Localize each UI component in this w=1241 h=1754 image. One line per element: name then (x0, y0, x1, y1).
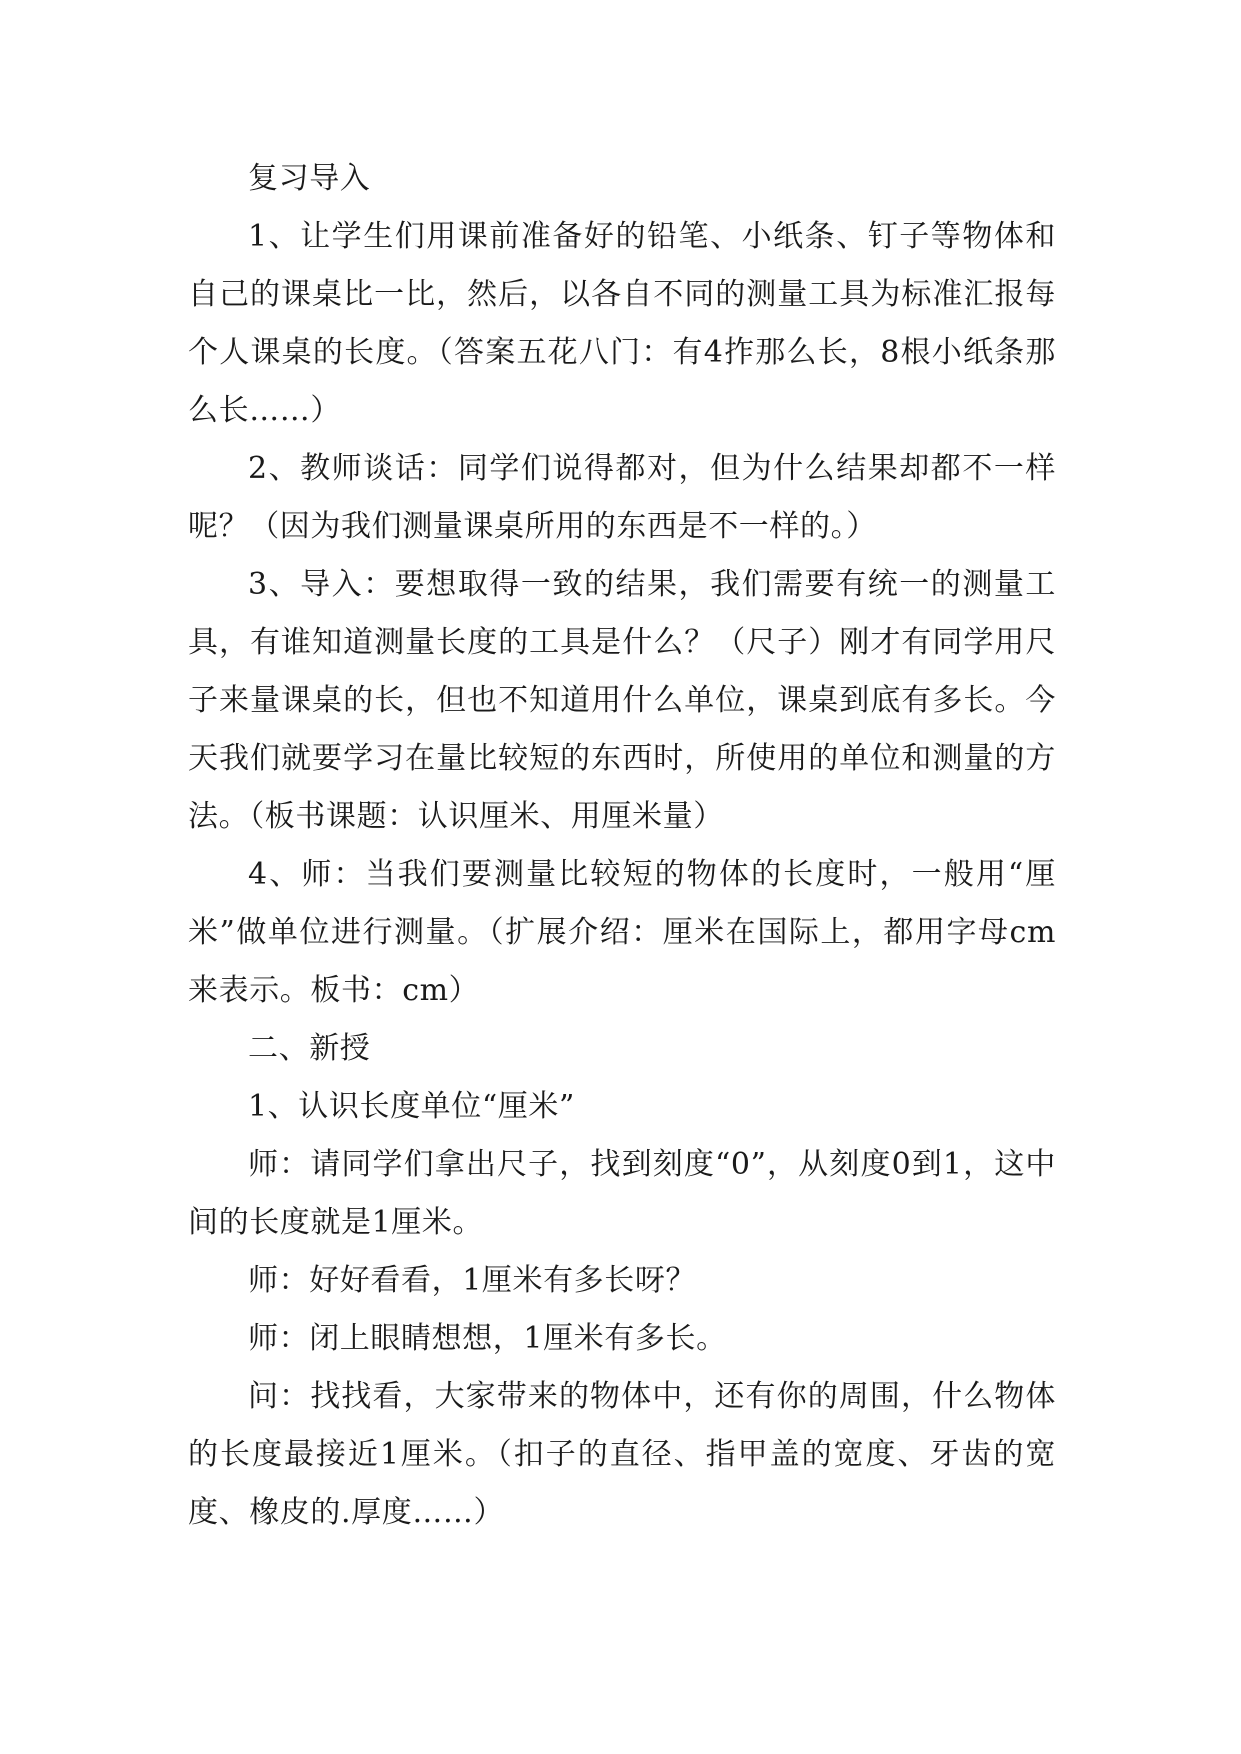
paragraph-step-2: 2、教师谈话：同学们说得都对，但为什么结果却都不一样呢？（因为我们测量课桌所用的东西是不一样的。） (188, 451, 1056, 544)
paragraph-question-find: 问：找找看，大家带来的物体中，还有你的周围，什么物体的长度最接近1厘米。（扣子的直径、指甲盖的宽度、牙齿的宽度、橡皮的.厚度……） (188, 1379, 1056, 1530)
section-heading-new-lesson: 二、新授 (248, 1031, 371, 1066)
paragraph-teacher-imagine: 师：闭上眼睛想想，1厘米有多长。 (248, 1321, 727, 1356)
section-heading-review: 复习导入 (248, 161, 371, 196)
paragraph-step-1: 1、让学生们用课前准备好的铅笔、小纸条、钉子等物体和自己的课桌比一比，然后，以各自不同的测量工具为标准汇报每个人课桌的长度。（答案五花八门：有4拃那么长，8根小纸条那么长……） (188, 219, 1056, 428)
paragraph-teacher-look: 师：好好看看，1厘米有多长呀？ (248, 1263, 697, 1298)
document-body (188, 150, 1056, 1542)
subheading-centimeter: 1、认识长度单位“厘米” (248, 1089, 575, 1124)
paragraph-teacher-ruler: 师：请同学们拿出尺子，找到刻度“0”，从刻度0到1，这中间的长度就是1厘米。 (188, 1147, 1056, 1240)
paragraph-step-3: 3、导入：要想取得一致的结果，我们需要有统一的测量工具，有谁知道测量长度的工具是什么？（尺子）刚才有同学用尺子来量课桌的长，但也不知道用什么单位，课桌到底有多长。今天我们就要学习在量比较短的东西时，所使用的单位和测量的方法。（板书课题：认识厘米、用厘米量） (188, 567, 1056, 834)
paragraph-step-4: 4、师：当我们要测量比较短的物体的长度时，一般用“厘米”做单位进行测量。（扩展介绍：厘米在国际上，都用字母cm来表示。板书：cm） (188, 857, 1056, 1008)
